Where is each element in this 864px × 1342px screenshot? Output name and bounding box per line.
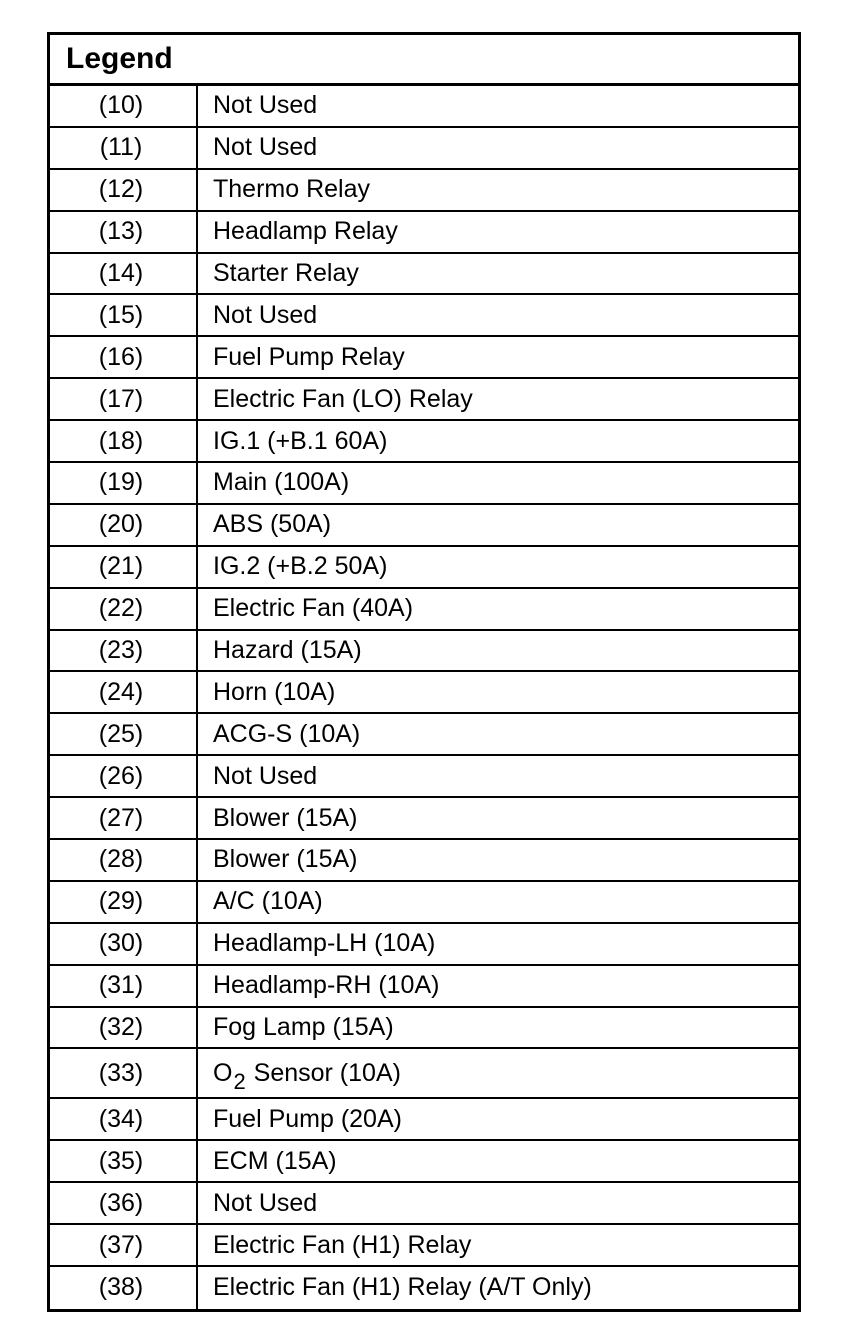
legend-row-number: (32)	[50, 1008, 198, 1048]
legend-row	[50, 254, 798, 296]
legend-row-number: (25)	[50, 714, 198, 754]
legend-row-description: Electric Fan (40A)	[213, 594, 414, 623]
legend-row-description: Fog Lamp (15A)	[213, 1013, 394, 1042]
legend-row	[50, 86, 798, 128]
legend-row-number: (18)	[50, 421, 198, 461]
legend-row	[50, 463, 798, 505]
legend-row	[50, 1141, 798, 1183]
legend-row-description: Main (100A)	[213, 468, 350, 497]
legend-row-description: Not Used	[213, 91, 318, 120]
legend-row-description: Starter Relay	[213, 259, 359, 287]
legend-row-number: (15)	[50, 295, 198, 335]
legend-row-description: Headlamp-RH (10A)	[213, 971, 440, 1000]
legend-row-number: (19)	[50, 463, 198, 503]
legend-row	[50, 505, 798, 547]
legend-row-number: (31)	[50, 966, 198, 1006]
legend-row	[50, 1225, 798, 1267]
legend-row-number: (20)	[50, 505, 198, 545]
legend-row-description: Hazard (15A)	[213, 636, 362, 665]
legend-row	[50, 966, 798, 1008]
legend-row-number: (11)	[50, 128, 198, 168]
legend-row-description: Horn (10A)	[213, 677, 336, 706]
legend-row	[50, 295, 798, 337]
legend-row-description: ACG-S (10A)	[213, 719, 361, 748]
description-text: O	[213, 1058, 233, 1087]
legend-row	[50, 337, 798, 379]
legend-row-description: Electric Fan (H1) Relay	[213, 1230, 472, 1259]
description-text: Sensor (10A)	[246, 1058, 401, 1087]
legend-row	[50, 840, 798, 882]
legend-row-number: (22)	[50, 589, 198, 629]
legend-row-number: (23)	[50, 631, 198, 671]
legend-row-number: (12)	[50, 170, 198, 210]
legend-row-description: Not Used	[213, 761, 318, 790]
legend-row-description: ECM (15A)	[213, 1146, 337, 1175]
legend-row-number: (38)	[50, 1267, 198, 1309]
legend-row	[50, 798, 798, 840]
legend-row-number: (24)	[50, 672, 198, 712]
legend-row-number: (14)	[50, 254, 198, 294]
legend-title: Legend	[50, 35, 798, 86]
legend-row-description: Not Used	[213, 1188, 318, 1217]
legend-row-number: (26)	[50, 756, 198, 796]
legend-row	[50, 421, 798, 463]
legend-row	[50, 128, 798, 170]
legend-row-description: Blower (15A)	[213, 803, 358, 832]
legend-row-description: ABS (50A)	[213, 510, 332, 539]
legend-row	[50, 672, 798, 714]
legend-row-number: (33)	[50, 1049, 198, 1097]
legend-row-description: Fuel Pump (20A)	[213, 1104, 402, 1133]
legend-row-number: (28)	[50, 840, 198, 880]
legend-row	[50, 714, 798, 756]
legend-row-number: (17)	[50, 379, 198, 419]
legend-row-description: Not Used	[213, 133, 318, 162]
legend-row-number: (30)	[50, 924, 198, 964]
legend-rows	[50, 86, 798, 1309]
legend-row-description: IG.2 (+B.2 50A)	[213, 552, 388, 581]
legend-row-number: (34)	[50, 1099, 198, 1139]
legend-row-number: (29)	[50, 882, 198, 922]
legend-row-number: (37)	[50, 1225, 198, 1265]
legend-row-description: Blower (15A)	[213, 845, 358, 874]
legend-row	[50, 379, 798, 421]
description-subscript: 2	[233, 1069, 246, 1095]
legend-row	[50, 756, 798, 798]
legend-row	[50, 924, 798, 966]
legend-row	[50, 1267, 798, 1309]
legend-row-number: (21)	[50, 547, 198, 587]
legend-row	[50, 1099, 798, 1141]
legend-row-description: Electric Fan (H1) Relay (A/T Only)	[213, 1273, 592, 1302]
legend-row	[50, 170, 798, 212]
legend-row	[50, 631, 798, 673]
legend-row	[50, 547, 798, 589]
legend-row-description: Thermo Relay	[213, 175, 370, 204]
legend-table	[47, 32, 801, 1312]
legend-row	[50, 1183, 798, 1225]
legend-row	[50, 1008, 798, 1050]
legend-row-description	[198, 1049, 798, 1097]
legend-row-description: Headlamp-LH (10A)	[213, 929, 436, 958]
legend-row-number: (36)	[50, 1183, 198, 1223]
legend-row-description: Fuel Pump Relay	[213, 342, 405, 371]
legend-row-number: (13)	[50, 212, 198, 252]
legend-row-description: Not Used	[213, 300, 318, 329]
legend-row	[50, 1049, 798, 1099]
legend-row-number: (10)	[50, 86, 198, 126]
legend-row-number: (16)	[50, 337, 198, 377]
legend-row	[50, 882, 798, 924]
legend-row-description: Headlamp Relay	[213, 217, 398, 246]
legend-row-description: IG.1 (+B.1 60A)	[213, 426, 388, 455]
legend-row	[50, 212, 798, 254]
legend-row-description: A/C (10A)	[213, 887, 323, 916]
legend-row-number: (35)	[50, 1141, 198, 1181]
legend-row	[50, 589, 798, 631]
legend-row-number: (27)	[50, 798, 198, 838]
legend-row-description: Electric Fan (LO) Relay	[213, 384, 473, 413]
